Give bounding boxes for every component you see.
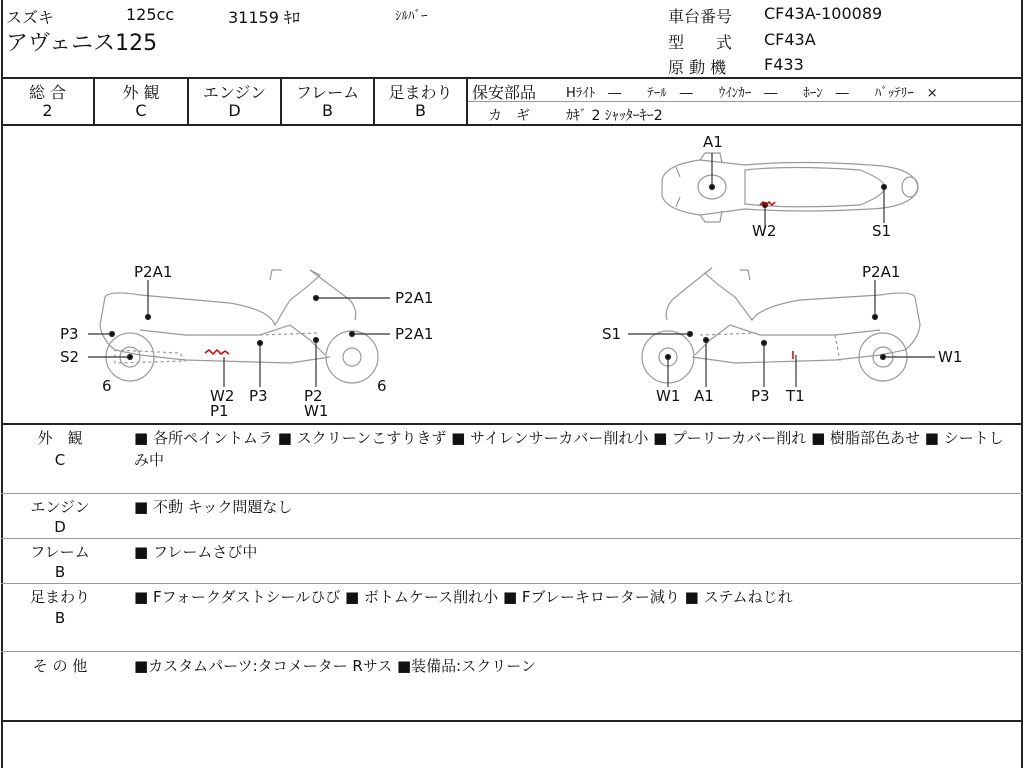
note-engine-title: エンジン xyxy=(30,498,90,516)
notes-divider xyxy=(1,493,1022,494)
notes-divider xyxy=(1,583,1022,584)
note-engine-grade: D xyxy=(54,518,66,536)
diagram-label: W1 xyxy=(304,402,329,420)
diagram-label: 6 xyxy=(102,377,112,395)
grade-overall-label: 総 合 xyxy=(28,83,67,102)
note-exterior-text: ■ 各所ペイントムラ ■ スクリーンこすりきず ■ サイレンサーカバー削れ小 ■ プーリーカバー削れ ■ 樹脂部色あせ ■ シートしみ中 xyxy=(134,429,1004,469)
safety-divider xyxy=(467,101,1021,102)
color: ｼﾙﾊﾞｰ xyxy=(395,9,428,24)
diagram-label: P2A1 xyxy=(395,289,434,307)
diagram-label: W1 xyxy=(938,348,963,366)
grade-exterior-value: C xyxy=(135,101,147,120)
note-frame-text: ■ フレームさび中 xyxy=(134,543,258,561)
grade-exterior-label: 外 観 xyxy=(122,83,160,102)
diagram-label: P3 xyxy=(60,325,79,343)
note-other-text: ■カスタムパーツ:タコメーター Rサス ■装備品:スクリーン xyxy=(134,657,536,675)
grade-suspension-label: 足まわり xyxy=(388,83,453,102)
engine-label: 原 動 機 xyxy=(668,58,727,77)
note-engine-text: ■ 不動 キック問題なし xyxy=(134,498,293,516)
damage-mark-left xyxy=(205,350,229,354)
scooter-left-view xyxy=(100,270,378,383)
note-frame-grade: B xyxy=(54,563,66,581)
grade-overall-value: 2 xyxy=(42,101,53,120)
note-exterior-grade: C xyxy=(54,451,66,469)
diagram-label: S2 xyxy=(60,348,80,366)
type-value: CF43A xyxy=(764,30,816,49)
grade-frame-value: B xyxy=(322,101,333,120)
notes-divider xyxy=(1,651,1022,652)
diagram-label: S1 xyxy=(602,325,622,343)
diagram-label: W2 xyxy=(752,222,777,240)
diagram-label: P2A1 xyxy=(395,325,434,343)
diagram-label: S1 xyxy=(872,222,892,240)
note-suspension-grade: B xyxy=(54,609,66,627)
grade-suspension-value: B xyxy=(415,101,426,120)
key-value: ｶｷﾞ 2 ｼｬｯﾀｰｷｰ2 xyxy=(566,108,663,124)
diagram-label: P3 xyxy=(751,387,770,405)
displacement: 125cc xyxy=(126,5,175,24)
diagram-label: W2 xyxy=(210,387,235,405)
grade-engine-value: D xyxy=(228,101,241,120)
grade-engine-label: エンジン xyxy=(202,83,267,102)
notes-bottom xyxy=(1,720,1022,722)
safety-items: Hﾗｲﾄ ― ﾃｰﾙ ― ｳｲﾝｶｰ ― ﾎｰﾝ ― ﾊﾞｯﾃﾘｰ × xyxy=(566,86,938,101)
type-label: 型 式 xyxy=(668,33,733,52)
diagram-label: 6 xyxy=(377,377,387,395)
diagram-label: T1 xyxy=(786,387,805,405)
diagram-label: P2 xyxy=(304,387,323,405)
frame-no: CF43A-100089 xyxy=(764,4,883,23)
scooter-top-view xyxy=(662,153,918,222)
diagram-label: A1 xyxy=(703,133,723,151)
scooter-right-view xyxy=(642,268,920,383)
engine-value: F433 xyxy=(764,55,804,74)
note-exterior-title: 外 観 xyxy=(37,429,83,447)
note-other-title: そ の 他 xyxy=(32,657,88,675)
grade-col-line xyxy=(466,78,468,125)
diagram-label: P1 xyxy=(210,402,229,420)
mileage: 31159 ｷﾛ xyxy=(228,8,300,27)
diagram-label: P2A1 xyxy=(134,263,173,281)
diagram-label: A1 xyxy=(694,387,714,405)
diagram-label: P3 xyxy=(249,387,268,405)
note-frame-title: フレーム xyxy=(30,543,90,561)
notes-divider xyxy=(1,538,1022,539)
note-suspension-text: ■ Fフォークダストシールひび ■ ボトムケース削れ小 ■ Fブレーキローター減り ■ ステムねじれ xyxy=(134,588,793,606)
key-label: カ ギ xyxy=(488,108,530,124)
grade-table-top xyxy=(1,77,1022,79)
notes-top xyxy=(1,423,1022,425)
frame-no-label: 車台番号 xyxy=(668,7,733,26)
note-suspension-title: 足まわり xyxy=(29,588,90,606)
safety-label: 保安部品 xyxy=(472,83,537,102)
diagram-label: W1 xyxy=(656,387,681,405)
model-name: アヴェニス125 xyxy=(6,31,158,56)
diagram-label: P2A1 xyxy=(862,263,901,281)
maker: スズキ xyxy=(6,8,55,27)
grade-frame-label: フレーム xyxy=(295,83,360,102)
